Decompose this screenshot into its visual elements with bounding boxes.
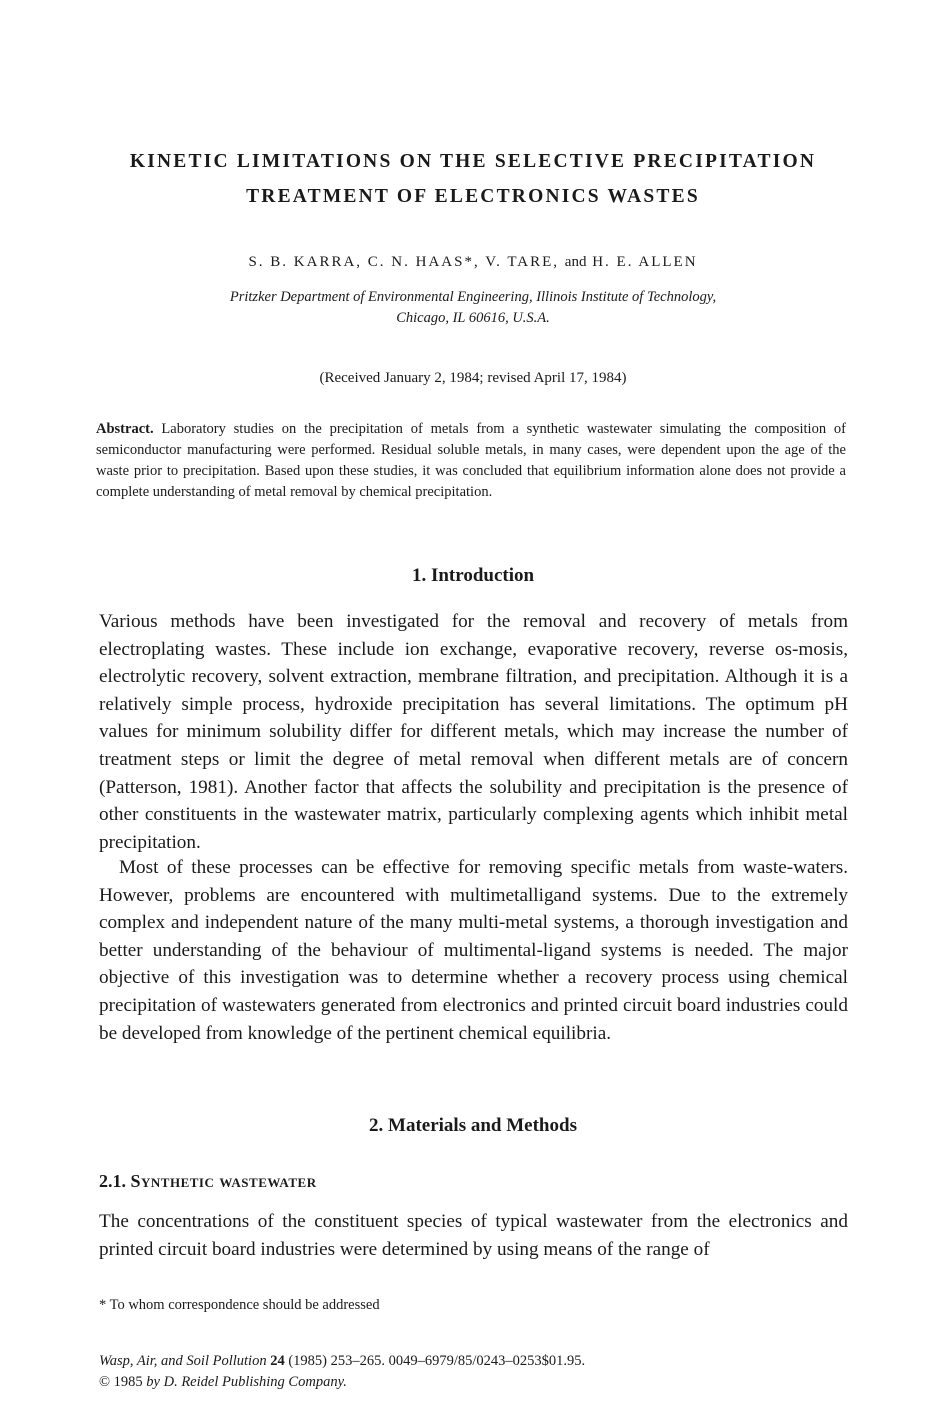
citation-details: (1985) 253–265. 0049–6979/85/0243–0253$01.95. xyxy=(288,1353,586,1369)
journal-citation xyxy=(99,1351,585,1371)
introduction-paragraph-1: Various methods have been investigated for the removal and recovery of metals from electroplating wastes. These include ion exchange, evaporative recovery, reverse os-mosis, electrolytic recovery, solvent extraction, membrane filtration, and precipitation. Although it is a relatively simple process, hydroxide precipitation has several limitations. The optimum pH values for minimum solubility differ for different metals, which may increase the number of treatment steps or limit the degree of metal removal when different metals are of concern (Patterson, 1981). Another factor that affects the solubility and precipitation is the presence of other constituents in the wastewater matrix, particularly complexing agents which inhibit metal precipitation. xyxy=(99,611,848,853)
paper-title-line-1: KINETIC LIMITATIONS ON THE SELECTIVE PRECIPITATION xyxy=(129,151,817,172)
publisher: by D. Reidel Publishing Company. xyxy=(146,1374,347,1390)
materials-paragraph-1: The concentrations of the constituent species of typical wastewater from the electronics and printed circuit board industries were determined by using means of the range of xyxy=(99,1211,848,1260)
section-heading-materials-methods: 2. Materials and Methods xyxy=(369,1115,577,1136)
author-names: S. B. KARRA, C. N. HAAS*, V. TARE, xyxy=(248,254,560,270)
abstract-label: Abstract. xyxy=(96,421,154,437)
received-dates: (Received January 2, 1984; revised April 17, 1984) xyxy=(319,370,627,386)
abstract xyxy=(96,419,846,503)
abstract-text: Laboratory studies on the precipitation of metals from a synthetic wastewater simulating the composition of semiconductor manufacturing were performed. Residual soluble metals, in many cases, were dependent upon the age of the waste prior to precipitation. Based upon these studies, it was concluded that equilibrium information alone does not provide a complete understanding of metal removal by chemical precipitation. xyxy=(96,421,846,500)
subsection-heading-synthetic-wastewater xyxy=(99,1171,317,1192)
section-heading-introduction: 1. Introduction xyxy=(411,565,535,586)
author-conjunction: and xyxy=(564,254,587,270)
copyright-line xyxy=(99,1372,347,1392)
subsection-title: Synthetic wastewater xyxy=(130,1171,317,1191)
paper-title-line-2: TREATMENT OF ELECTRONICS WASTES xyxy=(246,186,700,207)
copyright-symbol: © xyxy=(99,1374,111,1390)
subsection-number: 2.1. xyxy=(99,1171,126,1191)
author-list xyxy=(60,254,886,271)
author-last: H. E. ALLEN xyxy=(592,254,698,270)
copyright-year: 1985 xyxy=(113,1374,143,1390)
introduction-paragraph-2: Most of these processes can be effective for removing specific metals from waste-waters. However, problems are encountered with multimetalligand systems. Due to the extremely complex and independent nature of the many multi-metal systems, a thorough investigation and better understanding of the behaviour of multimental-ligand systems is needed. The major objective of this investigation was to determine whether a recovery process using chemical precipitation of wastewaters generated from electronics and printed circuit board industries could be developed from knowledge of the pertinent chemical equilibria. xyxy=(99,857,848,1044)
affiliation-line-1: Pritzker Department of Environmental Engineering, Illinois Institute of Technology, xyxy=(229,289,717,305)
journal-volume: 24 xyxy=(270,1353,285,1369)
footnote: * To whom correspondence should be addressed xyxy=(99,1297,380,1313)
affiliation-line-2: Chicago, IL 60616, U.S.A. xyxy=(396,310,550,326)
journal-name: Wasp, Air, and Soil Pollution xyxy=(99,1353,267,1369)
